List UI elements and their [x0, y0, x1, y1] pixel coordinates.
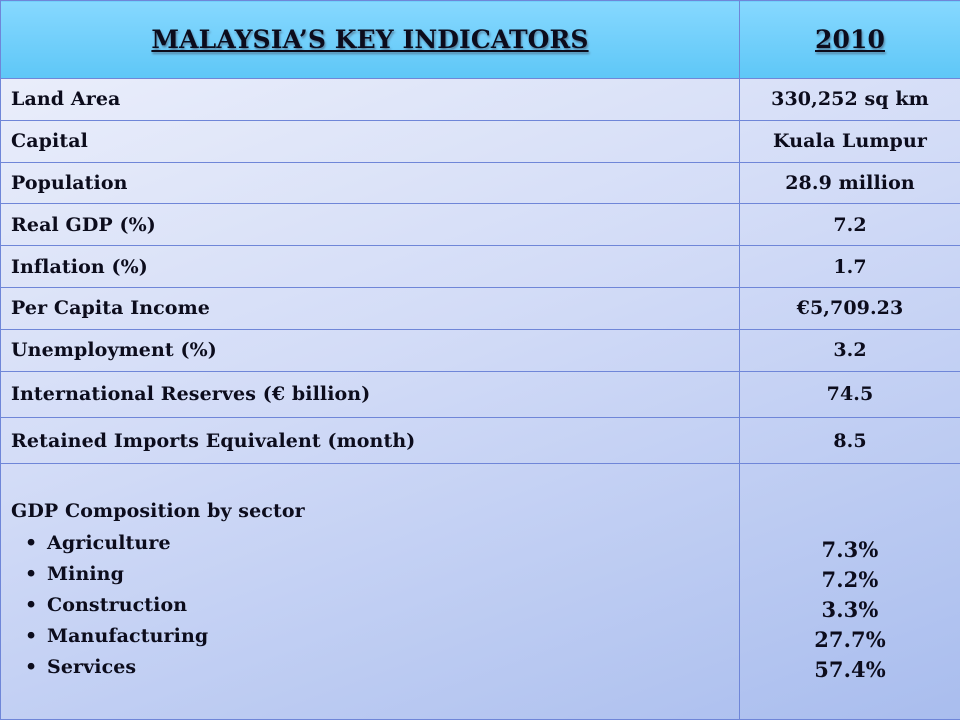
row-label: Capital [1, 120, 740, 162]
row-label: Real GDP (%) [1, 204, 740, 246]
sector-item-manufacturing: • Manufacturing [25, 621, 729, 652]
sector-value-services: 57.4% [814, 656, 886, 682]
table-row-inflation [1, 246, 960, 288]
row-label: Retained Imports Equivalent (month) [1, 418, 740, 464]
sector-value-agriculture: 7.3% [821, 536, 879, 562]
row-value: 8.5 [740, 418, 960, 464]
table-row-land-area [1, 79, 960, 121]
table-row-international-reserves [1, 371, 960, 417]
table-row-capital [1, 120, 960, 162]
table-row-per-capita-income [1, 287, 960, 329]
header-title-cell [1, 1, 740, 79]
gdp-values-cell [740, 464, 960, 720]
row-value: 1.7 [740, 246, 960, 288]
row-value: €5,709.23 [740, 287, 960, 329]
gdp-composition-label: GDP Composition by sector [11, 500, 305, 523]
row-label: Unemployment (%) [1, 329, 740, 371]
row-value: 7.2 [740, 204, 960, 246]
row-label: Population [1, 162, 740, 204]
table-header-row [1, 1, 960, 79]
row-value: Kuala Lumpur [740, 120, 960, 162]
sector-item-mining: • Mining [25, 559, 729, 590]
sector-value-construction: 3.3% [821, 596, 879, 622]
table-row-unemployment [1, 329, 960, 371]
sector-value-mining: 7.2% [821, 566, 879, 592]
row-label: International Reserves (€ billion) [1, 371, 740, 417]
sector-value-manufacturing: 27.7% [814, 626, 886, 652]
sector-values [750, 499, 950, 685]
sector-item-construction: • Construction [25, 590, 729, 621]
header-year-cell [740, 1, 960, 79]
table-row-gdp-composition [1, 464, 960, 720]
sector-item-services: • Services [25, 652, 729, 683]
row-value: 28.9 million [740, 162, 960, 204]
row-value: 74.5 [740, 371, 960, 417]
table-row-population [1, 162, 960, 204]
row-label: Per Capita Income [1, 287, 740, 329]
gdp-composition-cell [1, 464, 740, 720]
table-row-real-gdp [1, 204, 960, 246]
row-value: 3.2 [740, 329, 960, 371]
table-row-retained-imports [1, 418, 960, 464]
sector-item-agriculture: • Agriculture [25, 528, 729, 559]
table-title: MALAYSIA’S KEY INDICATORS [151, 25, 589, 54]
row-label: Inflation (%) [1, 246, 740, 288]
row-value: 330,252 sq km [740, 79, 960, 121]
sector-list [11, 528, 729, 683]
row-label: Land Area [1, 79, 740, 121]
year-heading: 2010 [815, 25, 885, 54]
